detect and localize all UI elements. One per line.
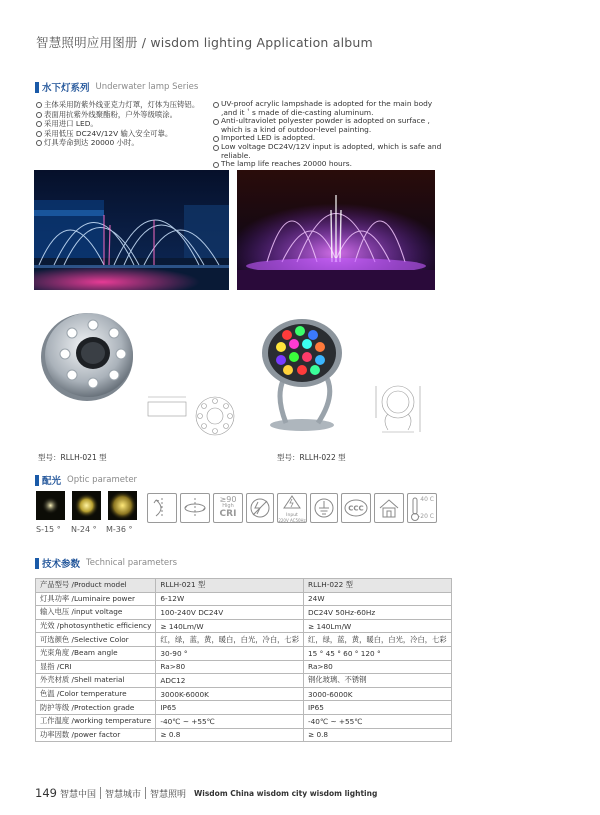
- table-cell: -40℃ ~ +55℃: [156, 714, 304, 728]
- table-row: [36, 646, 452, 660]
- table-cell: 100-240V DC24V: [156, 606, 304, 620]
- feature-item: 采用低压 DC24V/12V 输入安全可靠。: [36, 129, 211, 139]
- fountain-photo-purple: [237, 170, 435, 290]
- indoor-outdoor-icon: [374, 493, 404, 523]
- no-flicker-icon: [246, 493, 274, 523]
- section-title-en: Technical parameters: [86, 558, 178, 568]
- temperature-range-icon: 40 C -20 C: [407, 493, 437, 523]
- table-cell: RLLH-022 型: [304, 579, 452, 593]
- ground-icon: [310, 493, 338, 523]
- table-cell: ADC12: [156, 674, 304, 688]
- table-cell: 光束角度 /Beam angle: [36, 646, 156, 660]
- section-title-zh: 水下灯系列: [42, 83, 90, 94]
- footer-zh-2: 智慧城市: [104, 789, 141, 800]
- table-cell: 30-90 °: [156, 646, 304, 660]
- table-cell: 24W: [304, 592, 452, 606]
- table-cell: IP65: [304, 701, 452, 715]
- section-title-zh: 技术参数: [42, 559, 81, 570]
- table-cell: 15 ° 45 ° 60 ° 120 °: [304, 646, 452, 660]
- bullet-icon: [36, 121, 42, 127]
- table-row: [36, 592, 452, 606]
- product-rllh021-drawing: [143, 388, 238, 448]
- ccc-cert-icon: [341, 493, 371, 523]
- beam-label-m36: M-36 °: [106, 525, 133, 534]
- bullet-icon: [36, 140, 42, 146]
- bullet-icon: [213, 136, 219, 142]
- table-cell: ≥ 0.8: [304, 728, 452, 742]
- table-cell: IP65: [156, 701, 304, 715]
- input-voltage-icon: Input 220V AC50Hz: [277, 493, 307, 523]
- section-title-en: Optic parameter: [67, 475, 138, 485]
- feature-item: Low voltage DC24V/12V input is adopted, which is safe and reliable.: [213, 143, 445, 160]
- beam-label-n24: N-24 °: [71, 525, 97, 534]
- table-cell: RLLH-021 型: [156, 579, 304, 593]
- table-cell: 功率因数 /power factor: [36, 728, 156, 742]
- footer-divider: [100, 787, 101, 799]
- feature-item: UV-proof acrylic lampshade is adopted for the main body ,and it＇s made of die-casting aluminum.: [213, 100, 445, 117]
- table-cell: 可选颜色 /Selective Color: [36, 633, 156, 647]
- page-header-title: 智慧照明应用图册 / wisdom lighting Application album: [36, 35, 373, 50]
- table-cell: 产品型号 /Product model: [36, 579, 156, 593]
- table-cell: ≥ 140Lm/W: [156, 619, 304, 633]
- footer-en: Wisdom China wisdom city wisdom lighting: [194, 788, 378, 798]
- feature-item: 采用进口 LED。: [36, 119, 211, 129]
- model-label-rllh021: 型号：RLLH-021 型: [38, 453, 107, 462]
- table-cell: 6-12W: [156, 592, 304, 606]
- table-cell: -40℃ ~ +55℃: [304, 714, 452, 728]
- table-row: [36, 619, 452, 633]
- feature-item: The lamp life reaches 20000 hours.: [213, 160, 445, 169]
- section-optic-heading: [35, 473, 137, 487]
- product-rllh022-image: [254, 313, 354, 433]
- rotation-icon: [147, 493, 177, 523]
- cri-icon: ≥90 High CRI: [213, 493, 243, 523]
- features-list-zh: [36, 100, 211, 148]
- spec-table: [35, 578, 452, 742]
- model-label-rllh022: 型号：RLLH-022 型: [277, 453, 346, 462]
- feature-item: 灯具寿命到达 20000 小时。: [36, 138, 211, 148]
- section-underwater-heading: [35, 80, 198, 94]
- table-cell: 显指 /CRI: [36, 660, 156, 674]
- bullet-icon: [213, 145, 219, 151]
- table-row: [36, 701, 452, 715]
- feature-item: 表面用抗紫外线聚酯粉，户外等级喷涂。: [36, 110, 211, 120]
- svg-text:CCC: CCC: [348, 504, 364, 513]
- table-row: [36, 674, 452, 688]
- table-cell: 钢化玻璃、不锈钢: [304, 674, 452, 688]
- feature-item: 主体采用防紫外线亚克力灯罩，灯体为压铸铝。: [36, 100, 211, 110]
- features-list-en: [213, 100, 445, 169]
- page-footer: [35, 786, 377, 800]
- page-number: 149: [35, 786, 57, 800]
- table-cell: 色温 /Color temperature: [36, 687, 156, 701]
- section-marker: [35, 558, 39, 569]
- product-rllh021-image: [37, 307, 137, 407]
- section-marker: [35, 82, 39, 93]
- table-cell: 红，绿，蓝，黄，暖白，白光，冷白，七彩: [304, 633, 452, 647]
- table-header-row: [36, 579, 452, 593]
- table-cell: Ra>80: [156, 660, 304, 674]
- fountain-photo-blue: [34, 170, 229, 290]
- feature-item: Anti-ultraviolet polyester powder is adopted on surface , which is a kind of outdoor-level painting.: [213, 117, 445, 134]
- table-cell: 3000K-6000K: [156, 687, 304, 701]
- table-cell: DC24V 50Hz-60Hz: [304, 606, 452, 620]
- table-cell: 红，绿，蓝，黄，暖白，白光，冷白，七彩: [156, 633, 304, 647]
- table-row: [36, 687, 452, 701]
- table-row: [36, 714, 452, 728]
- table-cell: 灯具功率 /Luminaire power: [36, 592, 156, 606]
- table-row: [36, 606, 452, 620]
- table-cell: 输入电压 /input voltage: [36, 606, 156, 620]
- table-cell: ≥ 0.8: [156, 728, 304, 742]
- table-cell: 工作温度 /working temperature: [36, 714, 156, 728]
- table-cell: 防护等级 /Protection grade: [36, 701, 156, 715]
- table-row: [36, 633, 452, 647]
- table-row: [36, 660, 452, 674]
- table-row: [36, 728, 452, 742]
- table-cell: 光效 /photosynthetic efficiency: [36, 619, 156, 633]
- bullet-icon: [213, 102, 219, 108]
- beam-swatch-m36: [108, 491, 137, 520]
- bullet-icon: [36, 131, 42, 137]
- bullet-icon: [36, 102, 42, 108]
- beam-label-s15: S-15 °: [36, 525, 61, 534]
- table-cell: 3000-6000K: [304, 687, 452, 701]
- table-cell: 外壳材质 /Shell material: [36, 674, 156, 688]
- bullet-icon: [213, 162, 219, 168]
- product-rllh022-drawing: [368, 380, 428, 435]
- swivel-icon: [180, 493, 210, 523]
- table-cell: ≥ 140Lm/W: [304, 619, 452, 633]
- footer-zh-3: 智慧照明: [149, 789, 186, 800]
- beam-swatch-s15: [36, 491, 65, 520]
- beam-swatch-n24: [72, 491, 101, 520]
- section-title-zh: 配光: [42, 476, 62, 487]
- section-title-en: Underwater lamp Series: [95, 82, 199, 92]
- bullet-icon: [213, 119, 219, 125]
- bullet-icon: [36, 112, 42, 118]
- feature-item: Imported LED is adopted.: [213, 134, 445, 143]
- section-marker: [35, 475, 39, 486]
- section-tech-heading: [35, 556, 177, 570]
- footer-divider: [145, 787, 146, 799]
- table-cell: Ra>80: [304, 660, 452, 674]
- footer-zh-1: 智慧中国: [59, 789, 96, 800]
